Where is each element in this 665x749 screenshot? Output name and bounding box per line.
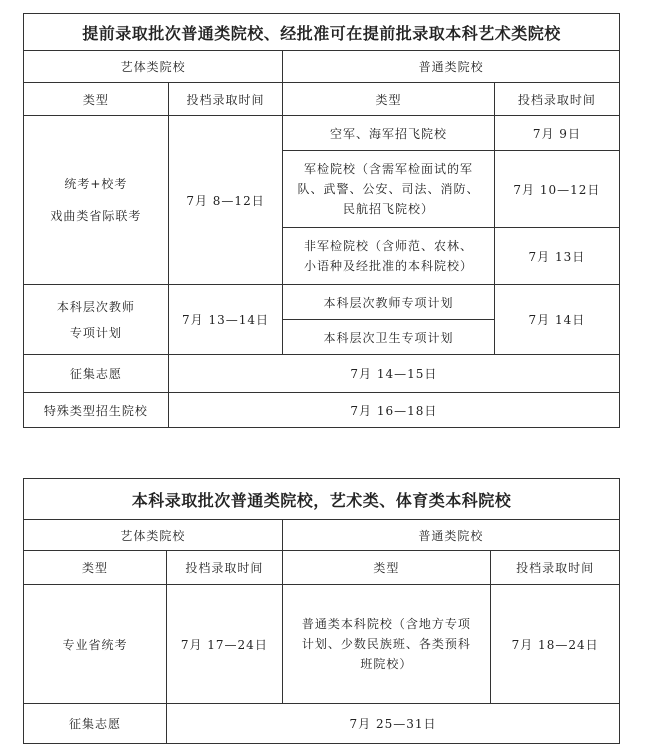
art-time-cell: 7月 17—24日 (167, 585, 283, 704)
cell-line: 本科层次教师 (56, 299, 135, 314)
cell-line: 专项计划 (69, 325, 122, 340)
merged-label-cell: 征集志愿 (24, 704, 167, 744)
regular-header: 普通类院校 (283, 51, 620, 83)
art-type-cell (24, 116, 169, 285)
table-title: 提前录取批次普通类院校、经批准可在提前批录取本科艺术类院校 (24, 14, 620, 51)
regular-type-cell: 空军、海军招飞院校 (283, 116, 495, 151)
art-sports-header: 艺体类院校 (24, 520, 283, 551)
column-header-type: 类型 (282, 551, 491, 585)
column-header-type: 类型 (283, 83, 495, 116)
art-sports-header: 艺体类院校 (24, 51, 283, 83)
regular-time-cell: 7月 14日 (494, 285, 619, 355)
regular-type-cell: 本科层次教师专项计划 (283, 285, 495, 320)
regular-header: 普通类院校 (282, 520, 619, 551)
art-time-cell: 7月 13—14日 (168, 285, 282, 355)
cell-line: 小语种及经批准的本科院校） (304, 259, 474, 273)
art-type-cell: 专业省统考 (24, 585, 167, 704)
early-admission-table (23, 13, 620, 428)
regular-type-cell (283, 228, 495, 285)
cell-line: 统考+校考 (64, 177, 128, 191)
undergraduate-admission-table (23, 478, 620, 744)
cell-line: 非军检院校（含师范、农林、 (304, 239, 474, 253)
merged-time-cell: 7月 16—18日 (168, 393, 619, 428)
column-header-time: 投档录取时间 (167, 551, 283, 585)
cell-line: 计划、少数民族班、各类预科 (301, 637, 471, 651)
regular-time-cell: 7月 9日 (494, 116, 619, 151)
merged-label-cell: 特殊类型招生院校 (24, 393, 169, 428)
cell-line: 班院校） (360, 657, 413, 671)
regular-type-cell: 本科层次卫生专项计划 (283, 320, 495, 355)
column-header-time: 投档录取时间 (491, 551, 620, 585)
column-header-type: 类型 (24, 551, 167, 585)
regular-time-cell: 7月 18—24日 (491, 585, 620, 704)
cell-line: 队、武警、公安、司法、消防、 (297, 182, 480, 196)
column-header-time: 投档录取时间 (494, 83, 619, 116)
merged-time-cell: 7月 25—31日 (167, 704, 620, 744)
column-header-type: 类型 (24, 83, 169, 116)
merged-label-cell: 征集志愿 (24, 355, 169, 393)
regular-type-cell (283, 151, 495, 228)
table-title: 本科录取批次普通类院校，艺术类、体育类本科院校 (24, 479, 620, 520)
cell-line: 军检院校（含需军检面试的军 (304, 162, 474, 176)
merged-time-cell: 7月 14—15日 (168, 355, 619, 393)
regular-time-cell: 7月 10—12日 (494, 151, 619, 228)
cell-line: 戏曲类省际联考 (50, 209, 142, 223)
cell-line: 普通类本科院校（含地方专项 (301, 617, 471, 631)
regular-time-cell: 7月 13日 (494, 228, 619, 285)
art-time-cell: 7月 8—12日 (168, 116, 282, 285)
column-header-time: 投档录取时间 (168, 83, 282, 116)
regular-type-cell (282, 585, 491, 704)
cell-line: 民航招飞院校） (343, 202, 435, 216)
art-type-cell (24, 285, 169, 355)
